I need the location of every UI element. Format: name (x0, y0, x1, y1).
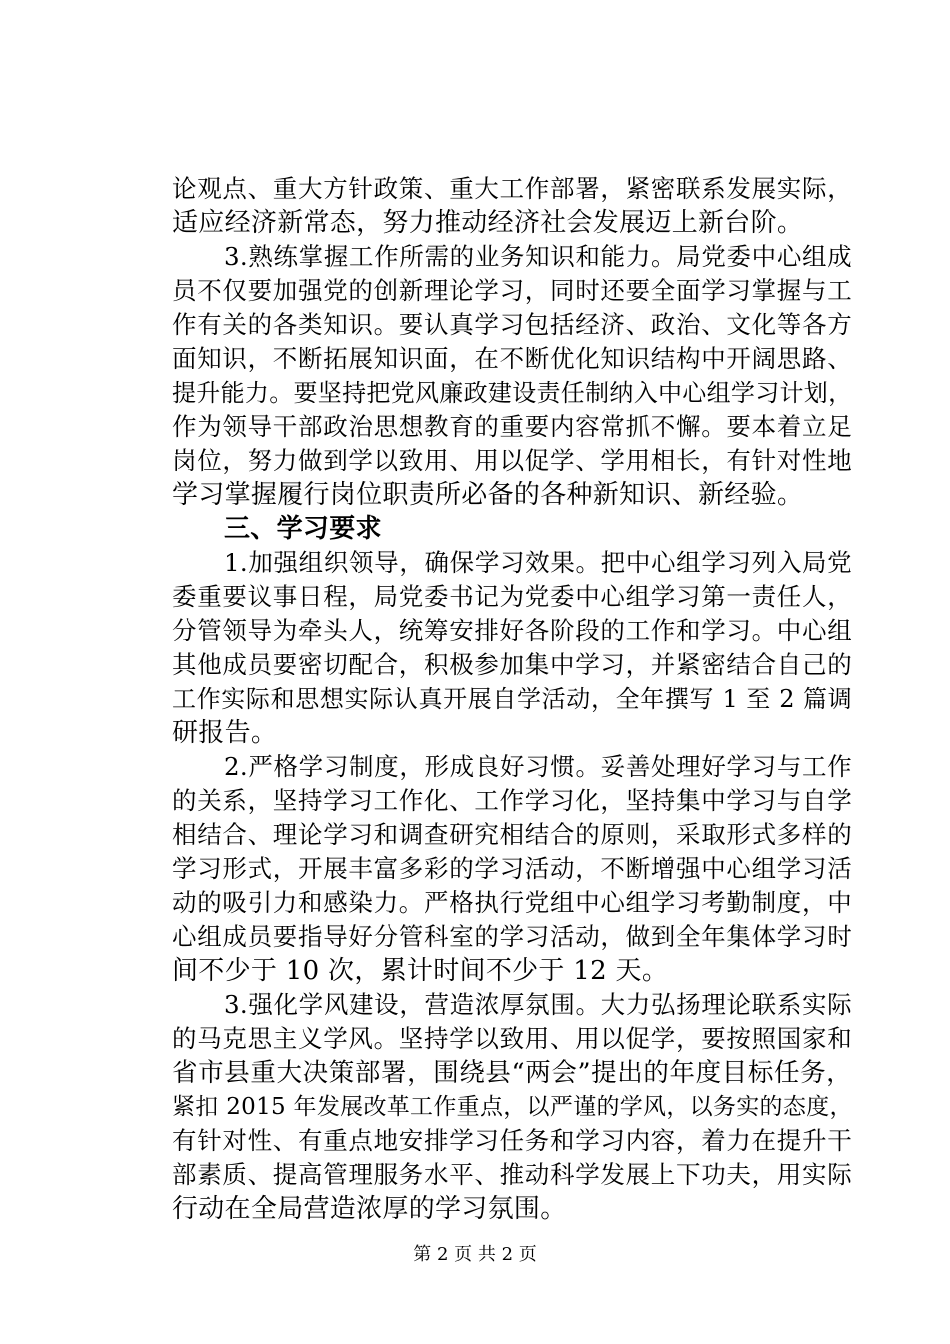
text-line: 1.加强组织领导，确保学习效果。把中心组学习列入局党 (224, 548, 852, 577)
text-line: 心组成员要指导好分管科室的学习活动，做到全年集体学习时 (172, 922, 852, 951)
text-line: 员不仅要加强党的创新理论学习，同时还要全面学习掌握与工 (172, 276, 852, 305)
text-line: 岗位，努力做到学以致用、用以促学、学用相长，有针对性地 (172, 446, 852, 475)
text-line: 适应经济新常态，努力推动经济社会发展迈上新台阶。 (172, 208, 804, 238)
text-line: 作有关的各类知识。要认真学习包括经济、政治、文化等各方 (172, 310, 852, 339)
text-line: 3.强化学风建设，营造浓厚氛围。大力弘扬理论联系实际 (224, 990, 852, 1019)
text-line: 研报告。 (172, 718, 278, 748)
text-line: 2.严格学习制度，形成良好习惯。妥善处理好学习与工作 (224, 752, 852, 781)
text-line: 工作实际和思想实际认真开展自学活动，全年撰写 1 至 2 篇调 (172, 685, 852, 713)
text-line: 相结合、理论学习和调查研究相结合的原则，采取形式多样的 (172, 820, 852, 849)
text-line: 紧扣 2015 年发展改革工作重点，以严谨的学风，以务实的态度， (172, 1094, 853, 1120)
text-line: 提升能力。要坚持把党风廉政建设责任制纳入中心组学习计划， (172, 379, 853, 407)
text-line: 行动在全局营造浓厚的学习氛围。 (172, 1194, 567, 1224)
text-line: 动的吸引力和感染力。严格执行党组中心组学习考勤制度，中 (172, 888, 852, 917)
text-line: 的关系，坚持学习工作化、工作学习化，坚持集中学习与自学 (172, 786, 852, 815)
text-line: 省市县重大决策部署，围绕县“两会”提出的年度目标任务， (172, 1058, 852, 1088)
text-line: 学习掌握履行岗位职责所必备的各种新知识、新经验。 (172, 480, 804, 510)
text-line: 的马克思主义学风。坚持学以致用、用以促学，要按照国家和 (172, 1024, 852, 1053)
text-line: 其他成员要密切配合，积极参加集中学习，并紧密结合自己的 (172, 650, 852, 679)
text-line: 间不少于 10 次，累计时间不少于 12 天。 (172, 956, 669, 986)
text-line: 委重要议事日程，局党委书记为党委中心组学习第一责任人， (172, 582, 852, 611)
text-line: 有针对性、有重点地安排学习任务和学习内容，着力在提升干 (172, 1126, 852, 1155)
text-line: 学习形式，开展丰富多彩的学习活动，不断增强中心组学习活 (172, 854, 852, 883)
text-line: 分管领导为牵头人，统筹安排好各阶段的工作和学习。中心组 (172, 616, 852, 645)
document-body (172, 172, 852, 1226)
text-line: 面知识，不断拓展知识面，在不断优化知识结构中开阔思路、 (172, 344, 852, 373)
text-line: 论观点、重大方针政策、重大工作部署，紧密联系发展实际， (172, 174, 852, 203)
text-line: 3.熟练掌握工作所需的业务知识和能力。局党委中心组成 (224, 242, 852, 271)
section-heading: 三、学习要求 (224, 514, 382, 544)
text-line: 作为领导干部政治思想教育的重要内容常抓不懈。要本着立足 (172, 412, 852, 441)
page-footer: 第 2 页 共 2 页 (413, 1244, 537, 1265)
text-line: 部素质、提高管理服务水平、推动科学发展上下功夫，用实际 (172, 1160, 852, 1189)
